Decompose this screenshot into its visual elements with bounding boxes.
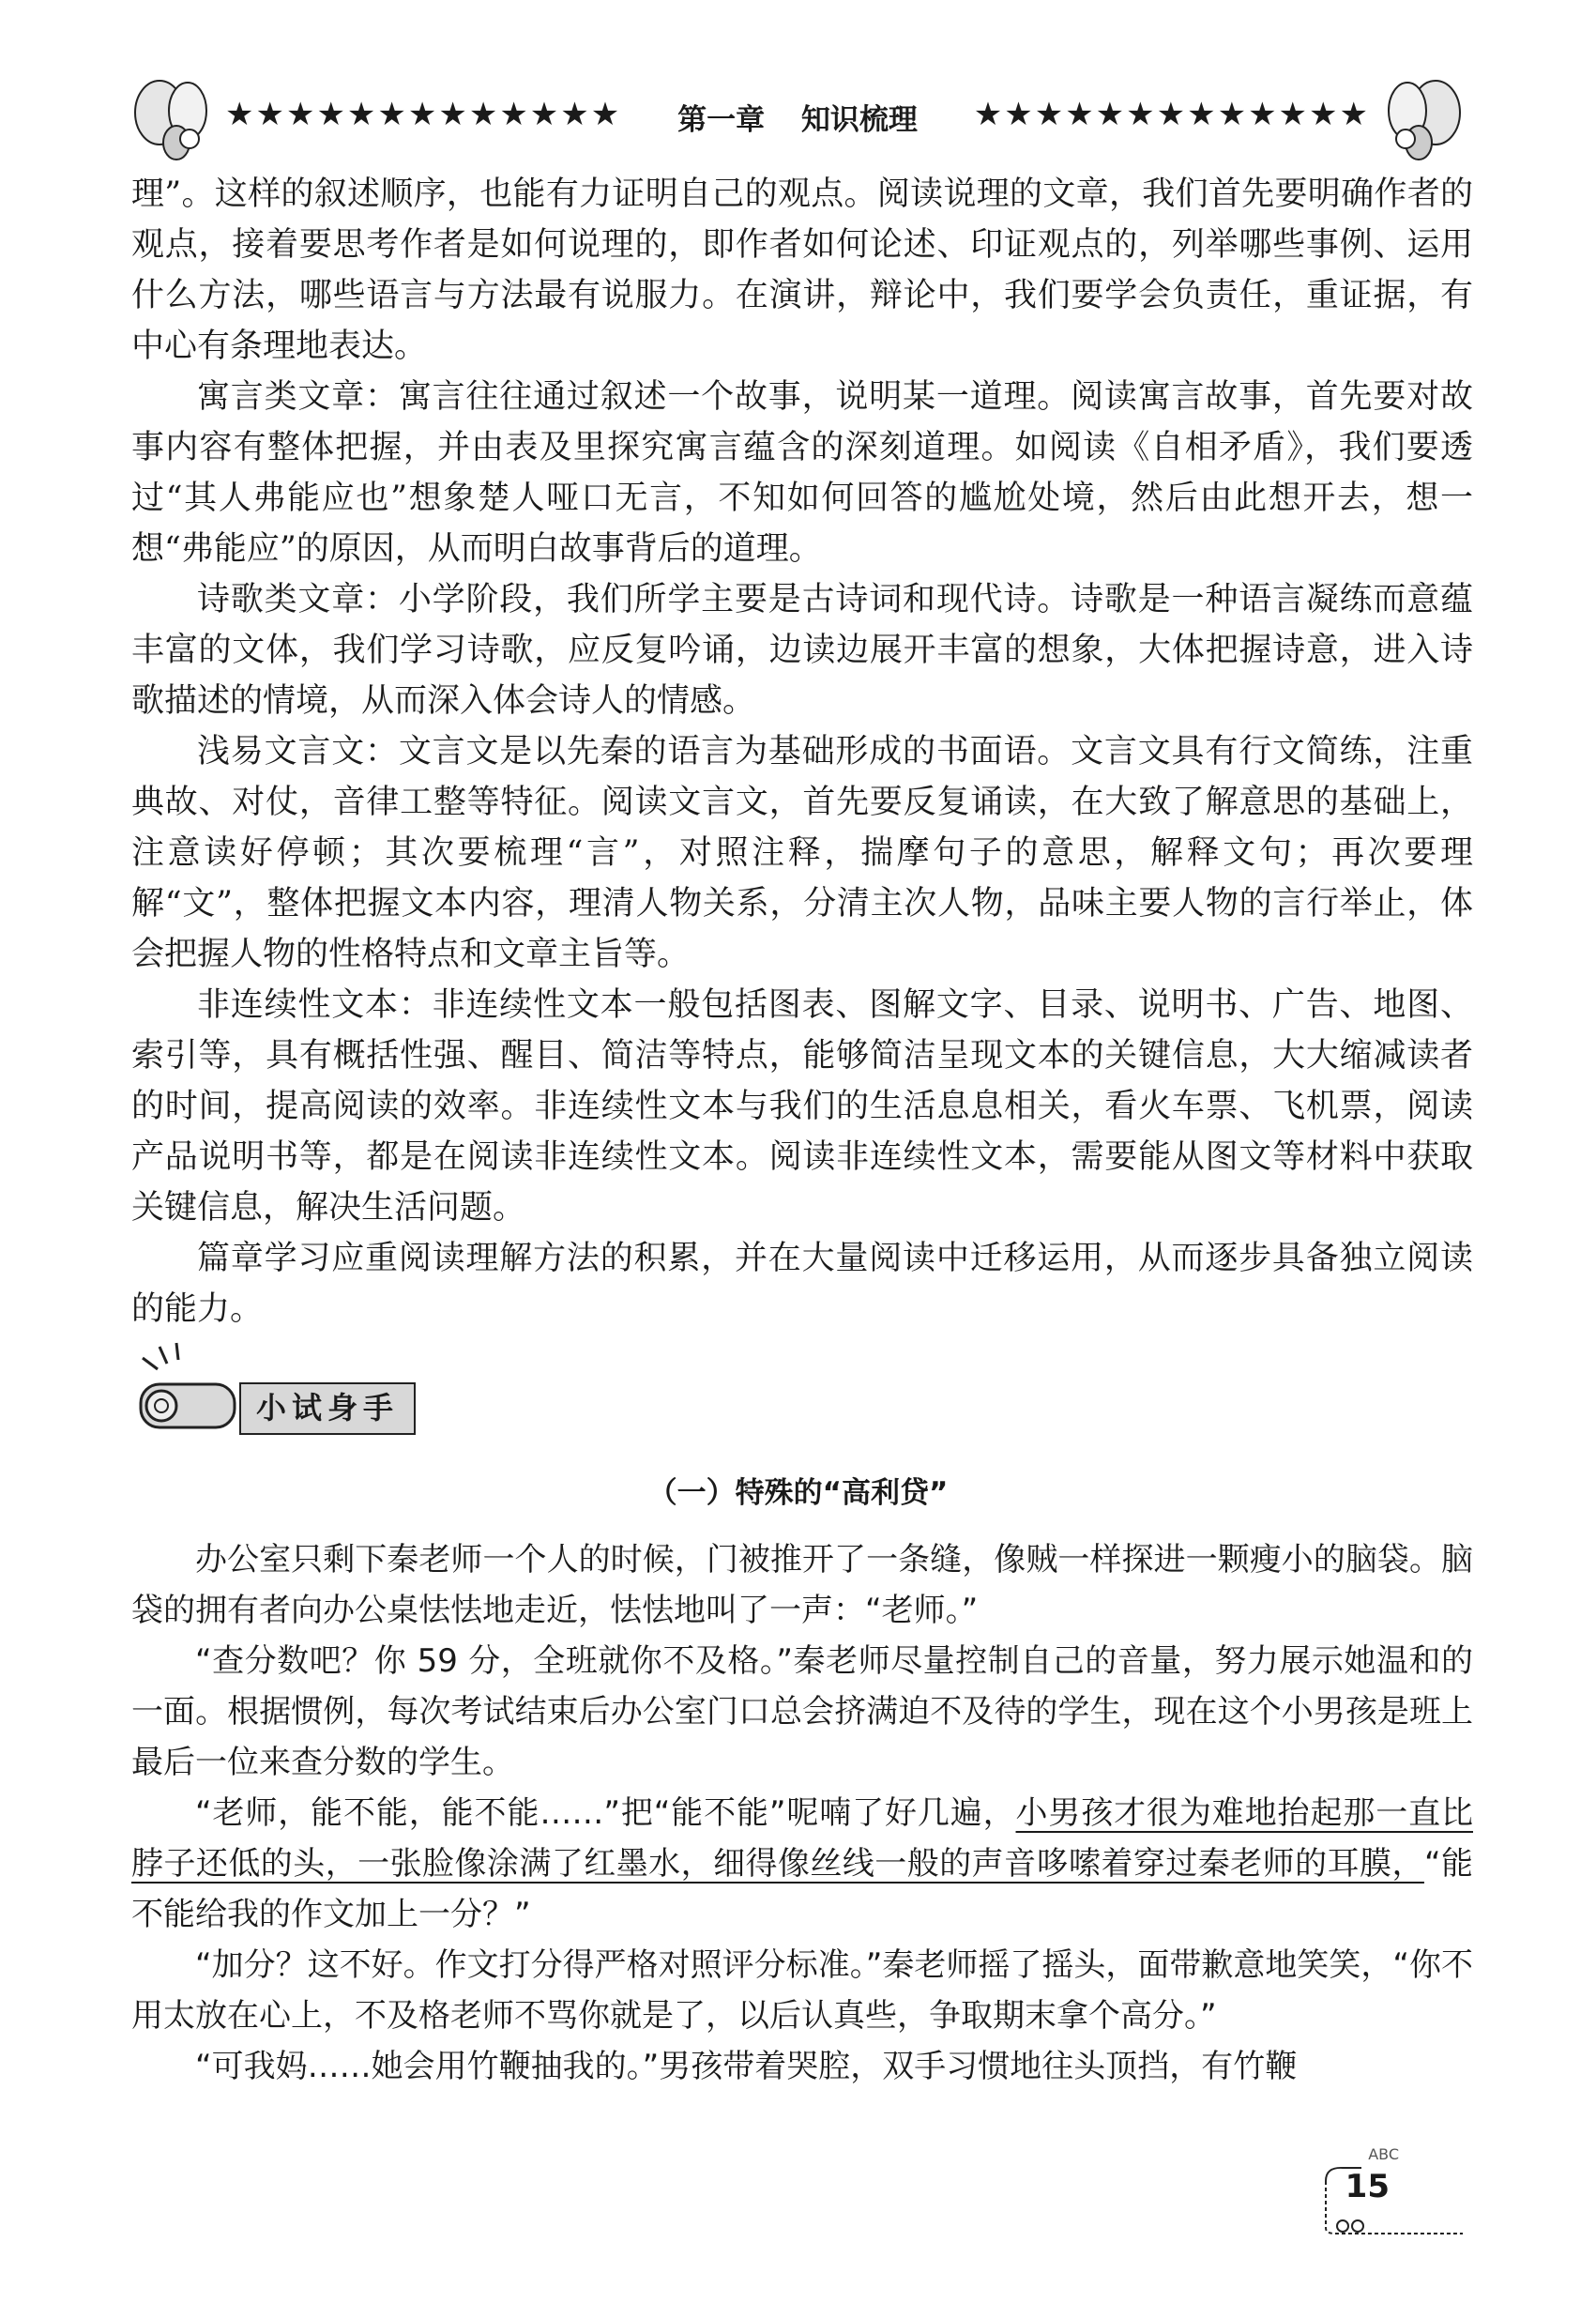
knowledge-text <box>131 169 1473 1335</box>
paragraph: 浅易文言文：文言文是以先秦的语言为基础形成的书面语。文言文具有行文简练，注重典故、对仗，音律工整等特征。阅读文言文，首先要反复诵读，在大致了解意思的基础上，注意读好停顿；其次要梳理“言”，对照注释，揣摩句子的意思，解释文句；再次要理解“文”，整体把握文本内容，理清人物关系，分清主次人物，品味主要人物的言行举止，体会把握人物的性格特点和文章主旨等。 <box>131 733 1473 973</box>
story-title: （一）特殊的“高利贷” <box>647 1476 949 1510</box>
paragraph: “加分？这不好。作文打分得严格对照评分标准。”秦老师摇了摇头，面带歉意地笑笑，“你不用太放在心上，不及格老师不骂你就是了，以后认真些，争取期末拿个高分。” <box>131 1946 1473 2035</box>
paragraph: 篇章学习应重阅读理解方法的积累，并在大量阅读中迁移运用，从而逐步具备独立阅读的能力。 <box>131 1240 1473 1328</box>
page-number: 15 <box>1345 2168 1390 2205</box>
paragraph: 理”。这样的叙述顺序，也能有力证明自己的观点。阅读说理的文章，我们首先要明确作者的观点，接着要思考作者是如何说理的，即作者如何论述、印证观点的，列举哪些事例、运用什么方法，哪些语言与方法最有说服力。在演讲，辩论中，我们要学会负责任，重证据，有中心有条理地表达。 <box>131 175 1473 365</box>
chapter-number: 第一章 <box>677 103 766 137</box>
scroll-icon <box>131 1337 244 1441</box>
paragraph: 办公室只剩下秦老师一个人的时候，门被推开了一条缝，像贼一样探进一颗瘦小的脑袋。脑袋的拥有者向办公桌怯怯地走近，怯怯地叫了一声：“老师。” <box>131 1541 1473 1629</box>
paragraph: “可我妈……她会用竹鞭抽我的。”男孩带着哭腔，双手习惯地往头顶挡，有竹鞭 <box>195 2048 1298 2085</box>
chapter-title: 知识梳理 <box>800 103 918 137</box>
paragraph: 寓言类文章：寓言往往通过叙述一个故事，说明某一道理。阅读寓言故事，首先要对故事内容有整体把握，并由表及里探究寓言蕴含的深刻道理。如阅读《自相矛盾》，我们要透过“其人弗能应也”想象楚人哑口无言，不知如何回答的尴尬处境，然后由此想开去，想一想“弗能应”的原因，从而明白故事背后的道理。 <box>131 378 1473 568</box>
underlined-sentence: 小男孩才很为难地抬起那一直比脖子还低的头，一张脸像涂满了红墨水，细得像丝线一般的声音哆嗦着穿过秦老师的耳膜， <box>131 1794 1473 1883</box>
header-stars-right: ★★★★★★★★★★★★★ <box>973 96 1370 133</box>
header-stars-left: ★★★★★★★★★★★★★ <box>225 96 622 133</box>
paragraph: 非连续性文本：非连续性文本一般包括图表、图解文字、目录、说明书、广告、地图、索引等，具有概括性强、醒目、简洁等特点，能够简洁呈现文本的关键信息，大大缩减读者的时间，提高阅读的效率。非连续性文本与我们的生活息息相关，看火车票、飞机票，阅读产品说明书等，都是在阅读非连续性文本。阅读非连续性文本，需要能从图文等材料中获取关键信息，解决生活问题。 <box>131 986 1473 1227</box>
dialogue: “能不能给我的作文加上一分？” <box>131 1845 1474 1933</box>
page-number-box <box>1324 2145 1465 2237</box>
paragraph <box>131 1788 1473 1940</box>
dialogue: “老师，能不能，能不能……”把“能不能”呢喃了好几遍， <box>195 1794 1016 1832</box>
footer-doodle-text: ABC <box>1368 2145 1399 2163</box>
section-badge <box>131 1337 432 1441</box>
paragraph: 诗歌类文章：小学阶段，我们所学主要是古诗词和现代诗。诗歌是一种语言凝练而意蕴丰富的文体，我们学习诗歌，应反复吟诵，边读边展开丰富的想象，大体把握诗意，进入诗歌描述的情境，从而深入体会诗人的情感。 <box>131 581 1473 720</box>
paragraph: “查分数吧？你 59 分，全班就你不及格。”秦老师尽量控制自己的音量，努力展示她温和的 一面。根据惯例，每次考试结束后办公室门口总会挤满迫不及待的学生，现在这个小男孩是班上最后一位来查分数的学生。 <box>131 1642 1473 1781</box>
story-text <box>131 1534 1473 2092</box>
section-label: 小试身手 <box>239 1382 416 1435</box>
bee-icon <box>1370 75 1464 169</box>
page-header <box>131 75 1464 160</box>
